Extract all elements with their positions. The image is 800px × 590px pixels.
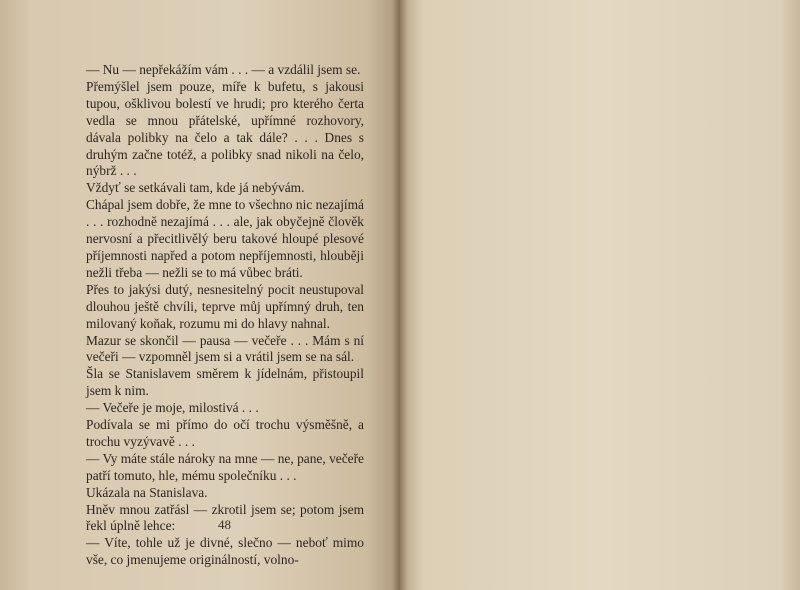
paragraph: Ukázala na Stanislava.	[86, 484, 208, 500]
paragraph: Šla se Stanislavem směrem k jídelnám, přistoupil jsem k nim.	[86, 366, 364, 399]
body-text	[86, 62, 364, 569]
paragraph: Hněv mnou zatřásl — zkrotil jsem se; potom jsem řekl úplně lehce:	[86, 501, 364, 534]
paragraph: — Víte, tohle už je divné, slečno — neboť mimo vše, co jmenujeme originálností, volno-	[86, 535, 364, 568]
page-number: 48	[218, 517, 231, 532]
paragraph: Přes to jakýsi dutý, nesnesitelný pocit neustupoval dlouhou ještě chvíli, teprve můj upřímný druh, ten milovaný koňak, rozumu mi do hlavy nahnal.	[86, 281, 364, 331]
paragraph: Mazur se skončil — pausa — večeře . . . Mám s ní večeři — vzpomněl jsem si a vrátil jsem se na sál.	[86, 332, 364, 365]
paragraph: Chápal jsem dobře, že mne to všechno nic nezajímá . . . rozhodně nezajímá . . . ale, jak obyčejně člověk nervosní a přecitlivělý beru takové hloupé plesové příjemnosti napřed a potom nepříjemnosti, hlouběji nežli třeba — nežli se to má vůbec bráti.	[86, 197, 364, 280]
paragraph: — Vy máte stále nároky na mne — ne, pane, večeře patří tomuto, hle, mému společníku . . .	[86, 450, 364, 483]
right-page	[400, 0, 800, 590]
paragraph: Vždyť se setkávali tam, kde já nebývám.	[86, 180, 305, 196]
paragraph: — Nu — nepřekážím vám . . . — a vzdálil jsem se.	[86, 62, 361, 77]
paragraph: Přemýšlel jsem pouze, míře k bufetu, s jakousi tupou, ošklivou bolestí ve hrudi; pro kterého čerta vedla se mnou přátelské, upřímné rozhovory, dávala polibky na čelo a tak dále? . . . Dnes s druhým začne totéž, a polibky snad nikoli na čelo, nýbrž . . .	[86, 78, 364, 179]
paragraph: — Večeře je moje, milostivá . . .	[86, 400, 259, 416]
paragraph: Podívala se mi přímo do očí trochu výsměšně, a trochu vyzývavě . . .	[86, 417, 364, 449]
book-gutter	[392, 0, 408, 590]
